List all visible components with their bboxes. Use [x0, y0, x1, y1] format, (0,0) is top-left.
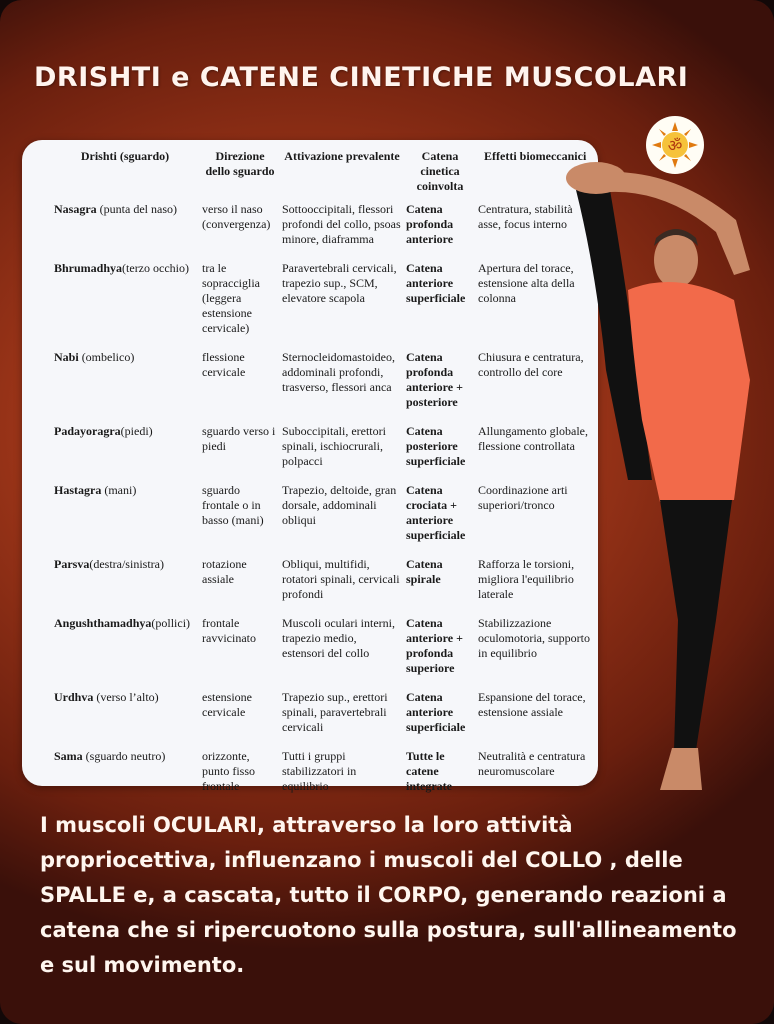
table-row [22, 202, 598, 261]
table-row [22, 557, 598, 616]
yoga-standing-split-figure [556, 150, 774, 800]
activation-cell: Sternocleidomastoideo, addominali profondi, trasverso, flessori anca [282, 350, 395, 394]
table-row [22, 261, 598, 350]
poster-title: DRISHTI e CATENE CINETICHE MUSCOLARI [34, 62, 689, 93]
drishti-cell [22, 749, 200, 808]
om-sun-graphic [649, 119, 701, 171]
direction-cell: sguardo verso i piedi [202, 424, 276, 453]
table-row [22, 690, 598, 749]
activation-cell: Trapezio sup., erettori spinali, paravertebrali cervicali [282, 690, 388, 734]
activation-cell: Obliqui, multifidi, rotatori spinali, cervicali profondi [282, 557, 400, 601]
effects-cell: Coordinazione arti superiori/tronco [478, 483, 568, 512]
direction-cell: rotazione assiale [202, 557, 247, 586]
header-effects: Effetti biomeccanici [484, 149, 587, 163]
table-header-row [22, 140, 598, 202]
caption-text: I muscoli OCULARI, attraverso la loro attività propriocettiva, influenzano i muscoli del COLLO , delle SPALLE e, a cascata, tutto il CORPO, generando reazioni a catena che si ripercuotono sulla postura, sull'allineamento e sul movimento. [40, 813, 737, 977]
drishti-note: (ombelico) [81, 350, 135, 364]
header-direction: Direzione dello sguardo [205, 149, 275, 178]
drishti-name: Padayoragra [54, 424, 121, 438]
activation-cell: Muscoli oculari interni, trapezio medio, estensori del collo [282, 616, 395, 660]
drishti-table-card [22, 140, 598, 793]
drishti-note: (mani) [104, 483, 137, 497]
chain-cell: Catena anteriore superficiale [406, 690, 466, 734]
chain-cell: Catena anteriore + profonda superiore [406, 616, 463, 675]
drishti-cell [22, 557, 200, 616]
direction-cell: sguardo frontale o in basso (mani) [202, 483, 264, 527]
drishti-name: Urdhva [54, 690, 94, 704]
drishti-name: Angushthamadhya [54, 616, 152, 630]
drishti-cell [22, 616, 200, 690]
direction-cell: orizzonte, punto fisso frontale [202, 749, 256, 793]
chain-cell: Catena profonda anteriore + posteriore [406, 350, 463, 409]
effects-cell: Stabilizzazione oculomotoria, supporto in equilibrio [478, 616, 590, 660]
activation-cell: Sottooccipitali, flessori profondi del collo, psoas minore, diaframma [282, 202, 401, 246]
effects-cell: Allungamento globale, flessione controllata [478, 424, 588, 453]
chain-cell: Catena posteriore superficiale [406, 424, 466, 468]
activation-cell: Tutti i gruppi stabilizzatori in equilibrio [282, 749, 357, 793]
drishti-cell [22, 424, 200, 483]
table-row [22, 424, 598, 483]
drishti-cell [22, 350, 200, 424]
drishti-note: (punta del naso) [99, 202, 177, 216]
drishti-note: (sguardo neutro) [85, 749, 166, 763]
effects-cell: Neutralità e centratura neuromuscolare [478, 749, 586, 778]
chain-cell: Catena crociata + anteriore superficiale [406, 483, 466, 542]
table-row [22, 350, 598, 424]
effects-cell: Centratura, stabilità asse, focus interno [478, 202, 573, 231]
effects-cell: Chiusura e centratura, controllo del core [478, 350, 584, 379]
header-activation: Attivazione prevalente [284, 149, 400, 163]
effects-cell: Rafforza le torsioni, migliora l'equilibrio laterale [478, 557, 575, 601]
drishti-name: Nasagra [54, 202, 97, 216]
effects-cell: Espansione del torace, estensione assiale [478, 690, 586, 719]
om-glyph: ॐ [667, 136, 683, 155]
activation-cell: Trapezio, deltoide, gran dorsale, addominali obliqui [282, 483, 397, 527]
header-chain: Catena cinetica coinvolta [416, 149, 464, 193]
drishti-note: (terzo occhio) [122, 261, 189, 275]
drishti-cell [22, 261, 200, 350]
drishti-name: Sama [54, 749, 83, 763]
table-row [22, 616, 598, 690]
chain-cell: Tutte le catene integrate [406, 749, 452, 793]
drishti-cell [22, 483, 200, 557]
table-row [22, 483, 598, 557]
direction-cell: frontale ravvicinato [202, 616, 256, 645]
drishti-note: (pollici) [151, 616, 191, 630]
activation-cell: Suboccipitali, erettori spinali, ischiocrurali, polpacci [282, 424, 386, 468]
drishti-cell [22, 202, 200, 261]
chain-cell: Catena spirale [406, 557, 443, 586]
drishti-table [22, 140, 598, 808]
table-row [22, 749, 598, 808]
direction-cell: flessione cervicale [202, 350, 246, 379]
header-drishti: Drishti (sguardo) [80, 149, 170, 163]
direction-cell: tra le sopracciglia (leggera estensione cervicale) [202, 261, 260, 335]
drishti-name: Hastagra [54, 483, 102, 497]
drishti-note: (destra/sinistra) [89, 557, 164, 571]
drishti-name: Parsva [54, 557, 90, 571]
drishti-name: Bhrumadhya [54, 261, 123, 275]
chain-cell: Catena profonda anteriore [406, 202, 454, 246]
activation-cell: Paravertebrali cervicali, trapezio sup., SCM, elevatore scapola [282, 261, 397, 305]
drishti-note: (verso l’alto) [96, 690, 159, 704]
chain-cell: Catena anteriore superficiale [406, 261, 466, 305]
drishti-note: (piedi) [120, 424, 153, 438]
drishti-name: Nabi [54, 350, 79, 364]
om-sun-icon [646, 116, 704, 174]
direction-cell: estensione cervicale [202, 690, 252, 719]
drishti-cell [22, 690, 200, 749]
direction-cell: verso il naso (convergenza) [202, 202, 271, 231]
effects-cell: Apertura del torace, estensione alta della colonna [478, 261, 575, 305]
